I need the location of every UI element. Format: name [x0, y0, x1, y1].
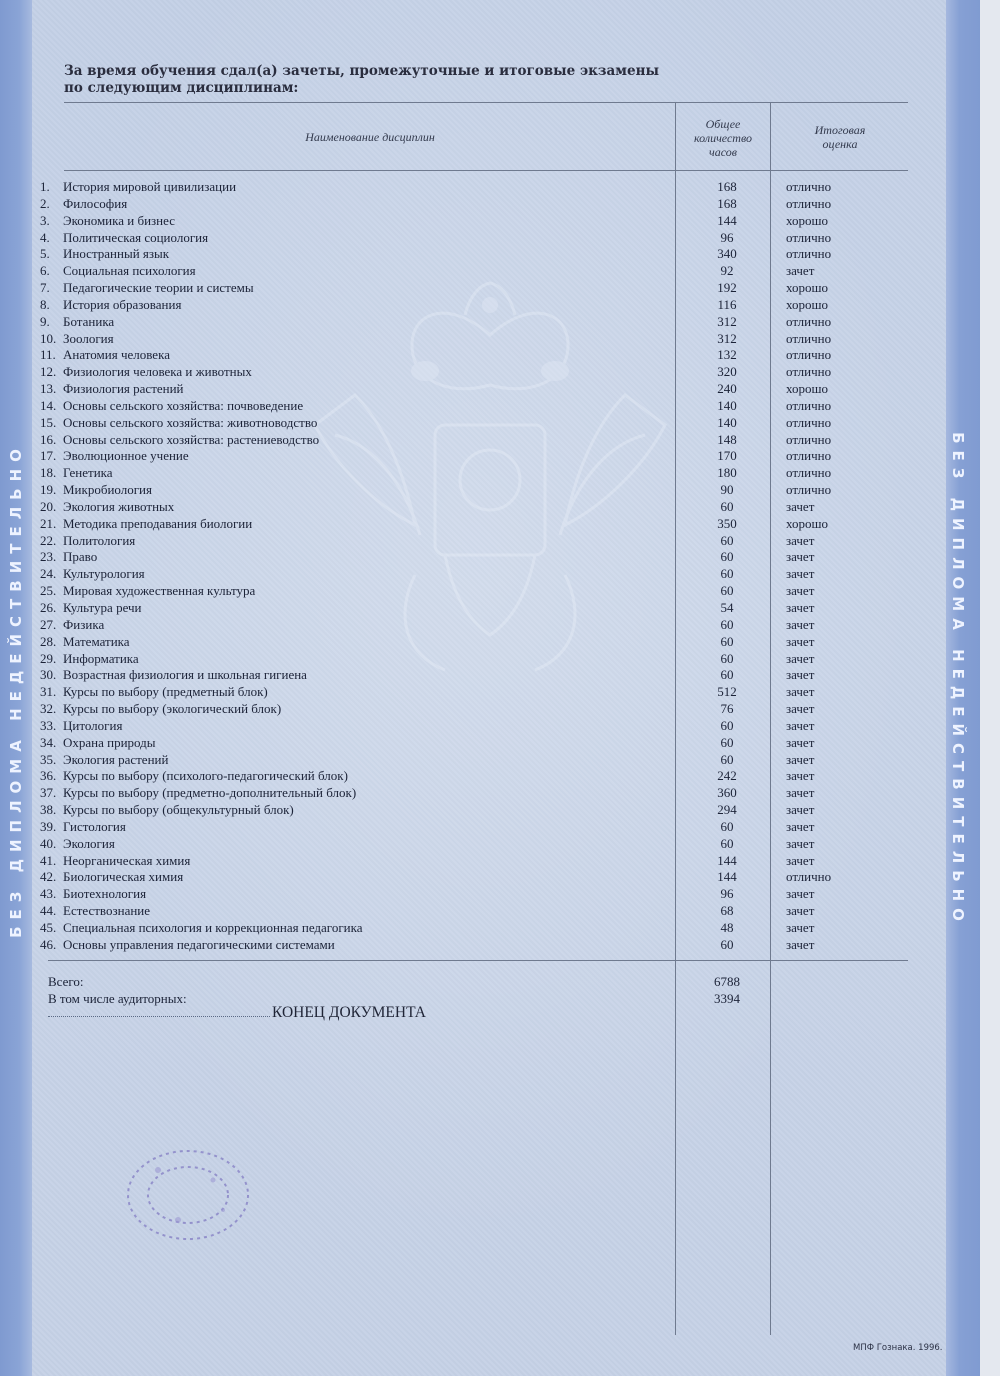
discipline-grade: зачет [786, 616, 815, 632]
discipline-name: Эволюционное учение [63, 448, 189, 464]
heading-line-1: За время обучения сдал(а) зачеты, промежуточные и итоговые экзамены [64, 63, 660, 79]
discipline-grade: зачет [786, 684, 815, 700]
discipline-name: Основы сельского хозяйства: животноводство [63, 414, 318, 430]
row-number: 13. [40, 381, 57, 397]
discipline-grade: зачет [786, 768, 815, 784]
discipline-grade: зачет [786, 818, 815, 834]
discipline-hours: 60 [720, 818, 734, 834]
row-number: 32. [40, 701, 57, 717]
discipline-name: Экономика и бизнес [63, 212, 176, 228]
stamp-imprint [118, 1140, 258, 1250]
discipline-name: Гистология [63, 818, 126, 834]
row-number: 9. [40, 313, 50, 329]
table-bottom-rule [48, 960, 908, 961]
row-number: 30. [40, 667, 57, 683]
table-row [0, 885, 1000, 902]
discipline-hours: 144 [717, 212, 737, 228]
discipline-hours: 60 [720, 532, 734, 548]
discipline-hours: 60 [720, 498, 734, 514]
discipline-grade: отлично [786, 364, 832, 380]
table-row [0, 666, 1000, 683]
discipline-grade: отлично [786, 414, 832, 430]
discipline-grade: зачет [786, 852, 815, 868]
discipline-hours: 312 [717, 330, 737, 346]
table-row [0, 717, 1000, 734]
discipline-name: Специальная психология и коррекционная педагогика [63, 919, 363, 935]
table-header-rule [64, 170, 908, 171]
discipline-hours: 60 [720, 616, 734, 632]
table-row [0, 818, 1000, 835]
table-row [0, 700, 1000, 717]
discipline-grade: отлично [786, 179, 832, 194]
discipline-name: Основы управления педагогическими системами [63, 936, 335, 952]
discipline-name: Курсы по выбору (предметно-дополнительный блок) [63, 785, 357, 801]
row-number: 37. [40, 785, 57, 801]
discipline-name: Основы сельского хозяйства: растениеводство [63, 431, 320, 447]
discipline-grade: зачет [786, 785, 815, 801]
discipline-grade: отлично [786, 465, 832, 481]
discipline-grade: отлично [786, 397, 832, 413]
discipline-name: Экология растений [63, 751, 169, 767]
discipline-name: Политология [63, 532, 136, 548]
discipline-grade: зачет [786, 835, 815, 851]
table-row [0, 734, 1000, 751]
discipline-hours: 170 [717, 448, 737, 464]
discipline-hours: 144 [717, 869, 737, 885]
discipline-hours: 180 [717, 465, 737, 481]
table-row [0, 599, 1000, 616]
table-row [0, 683, 1000, 700]
discipline-hours: 116 [717, 296, 737, 312]
document-heading [64, 63, 664, 97]
discipline-grade: отлично [786, 330, 832, 346]
row-number: 43. [40, 886, 57, 902]
table-row [0, 835, 1000, 852]
table-row [0, 279, 1000, 296]
discipline-name: Основы сельского хозяйства: почвоведение [63, 397, 304, 413]
discipline-hours: 132 [717, 347, 737, 363]
discipline-hours: 60 [720, 751, 734, 767]
discipline-name: Физиология растений [63, 381, 184, 397]
discipline-hours: 140 [717, 414, 737, 430]
table-row [0, 548, 1000, 565]
row-number: 28. [40, 633, 57, 649]
table-row [0, 751, 1000, 768]
table-top-rule [64, 102, 908, 103]
discipline-name: Возрастная физиология и школьная гигиена [63, 667, 307, 683]
discipline-hours: 242 [717, 768, 737, 784]
discipline-grade: хорошо [786, 212, 829, 228]
discipline-grade: зачет [786, 701, 815, 717]
discipline-name: Экология [63, 835, 115, 851]
discipline-grade: отлично [786, 869, 832, 885]
discipline-name: Информатика [63, 650, 139, 666]
discipline-name: Ботаника [63, 313, 115, 329]
table-row [0, 852, 1000, 869]
discipline-hours: 48 [720, 919, 734, 935]
row-number: 1. [40, 179, 50, 194]
table-row [0, 313, 1000, 330]
row-number: 42. [40, 869, 57, 885]
right-band-text: БЕЗ ДИПЛОМА НЕДЕЙСТВИТЕЛЬНО [949, 432, 967, 928]
discipline-name: Мировая художественная культура [63, 583, 256, 599]
table-row [0, 532, 1000, 549]
discipline-name: Социальная психология [63, 263, 196, 279]
discipline-hours: 240 [717, 381, 737, 397]
discipline-hours: 312 [717, 313, 737, 329]
row-number: 25. [40, 583, 57, 599]
discipline-hours: 148 [717, 431, 737, 447]
row-number: 2. [40, 195, 50, 211]
discipline-grade: хорошо [786, 280, 829, 296]
discipline-hours: 60 [720, 583, 734, 599]
discipline-grade: хорошо [786, 515, 829, 531]
row-number: 14. [40, 397, 57, 413]
row-number: 26. [40, 600, 57, 615]
total-value: 6788 [714, 974, 740, 989]
discipline-name: Политическая социология [63, 229, 209, 245]
table-row [0, 414, 1000, 431]
table-row [0, 330, 1000, 347]
row-number: 41. [40, 852, 57, 868]
discipline-name: Неорганическая химия [63, 852, 191, 868]
discipline-name: Биотехнология [63, 886, 147, 902]
table-row [0, 767, 1000, 784]
discipline-hours: 60 [720, 566, 734, 582]
table-row [0, 380, 1000, 397]
column-header-name: Наименование дисциплин [305, 130, 435, 144]
auditory-value: 3394 [714, 991, 740, 1006]
table-row [0, 498, 1000, 515]
discipline-grade: зачет [786, 903, 815, 919]
discipline-grade: зачет [786, 751, 815, 767]
row-number: 34. [40, 734, 57, 750]
discipline-name: Естествознание [63, 903, 151, 919]
discipline-name: Цитология [63, 717, 123, 733]
table-row [0, 801, 1000, 818]
discipline-name: Философия [63, 195, 128, 211]
table-row [0, 784, 1000, 801]
discipline-hours: 192 [717, 280, 737, 296]
discipline-hours: 60 [720, 667, 734, 683]
row-number: 24. [40, 566, 57, 582]
heading-line-2: по следующим дисциплинам: [64, 80, 299, 96]
discipline-grade: зачет [786, 633, 815, 649]
table-row [0, 212, 1000, 229]
row-number: 40. [40, 835, 57, 851]
discipline-grade: зачет [786, 532, 815, 548]
discipline-hours: 360 [717, 785, 737, 801]
discipline-name: Курсы по выбору (психолого-педагогический блок) [63, 768, 348, 784]
table-row [0, 296, 1000, 313]
row-number: 4. [40, 229, 50, 245]
discipline-grade: отлично [786, 195, 832, 211]
end-of-document: КОНЕЦ ДОКУМЕНТА [272, 1004, 426, 1021]
table-row [0, 616, 1000, 633]
row-number: 20. [40, 498, 57, 514]
discipline-hours: 60 [720, 650, 734, 666]
row-number: 15. [40, 414, 57, 430]
discipline-grade: хорошо [786, 381, 829, 397]
row-number: 8. [40, 296, 50, 312]
discipline-hours: 140 [717, 397, 737, 413]
table-row [0, 178, 1000, 195]
table-row [0, 515, 1000, 532]
discipline-hours: 54 [720, 600, 734, 615]
row-number: 19. [40, 482, 57, 498]
end-dotted-line [48, 1016, 270, 1017]
auditory-label: В том числе аудиторных: [48, 991, 187, 1006]
discipline-name: Методика преподавания биологии [63, 515, 253, 531]
row-number: 7. [40, 280, 50, 296]
discipline-grade: отлично [786, 431, 832, 447]
row-number: 23. [40, 549, 57, 565]
discipline-grade: отлично [786, 448, 832, 464]
discipline-hours: 340 [717, 246, 737, 262]
discipline-grade: зачет [786, 936, 815, 952]
table-row [0, 936, 1000, 953]
discipline-name: Культура речи [63, 600, 142, 615]
table-row [0, 229, 1000, 246]
discipline-hours: 60 [720, 734, 734, 750]
discipline-name: Математика [63, 633, 130, 649]
discipline-name: Экология животных [63, 498, 175, 514]
column-header-grade: Итоговая оценка [814, 123, 866, 151]
table-row [0, 195, 1000, 212]
discipline-name: Педагогические теории и системы [63, 280, 254, 296]
table-row [0, 346, 1000, 363]
table-row [0, 868, 1000, 885]
table-row [0, 919, 1000, 936]
discipline-grade: зачет [786, 549, 815, 565]
discipline-hours: 60 [720, 717, 734, 733]
discipline-name: История мировой цивилизации [63, 179, 237, 194]
discipline-grade: зачет [786, 566, 815, 582]
discipline-grade: зачет [786, 734, 815, 750]
table-row [0, 582, 1000, 599]
row-number: 16. [40, 431, 57, 447]
table-row [0, 363, 1000, 380]
row-number: 46. [40, 936, 57, 952]
discipline-hours: 168 [717, 195, 737, 211]
discipline-name: Физиология человека и животных [63, 364, 252, 380]
discipline-hours: 76 [720, 701, 734, 717]
row-number: 45. [40, 919, 57, 935]
row-number: 22. [40, 532, 57, 548]
row-number: 36. [40, 768, 57, 784]
row-number: 5. [40, 246, 50, 262]
discipline-hours: 92 [720, 263, 734, 279]
discipline-name: Зоология [63, 330, 114, 346]
discipline-hours: 60 [720, 633, 734, 649]
discipline-grade: отлично [786, 313, 832, 329]
discipline-hours: 96 [720, 886, 734, 902]
row-number: 27. [40, 616, 57, 632]
discipline-name: Курсы по выбору (экологический блок) [63, 701, 282, 717]
discipline-grade: зачет [786, 717, 815, 733]
discipline-grade: зачет [786, 919, 815, 935]
discipline-grade: отлично [786, 482, 832, 498]
row-number: 38. [40, 802, 57, 818]
discipline-grade: зачет [786, 650, 815, 666]
discipline-hours: 96 [720, 229, 734, 245]
discipline-grade: зачет [786, 886, 815, 902]
row-number: 6. [40, 263, 50, 279]
total-label: Всего: [48, 974, 84, 989]
column-header-hours: Общее количество часов [693, 117, 753, 159]
discipline-name: Микробиология [63, 482, 152, 498]
row-number: 17. [40, 448, 57, 464]
row-number: 12. [40, 364, 57, 380]
table-row [0, 902, 1000, 919]
discipline-hours: 320 [717, 364, 737, 380]
row-number: 29. [40, 650, 57, 666]
table-row [0, 464, 1000, 481]
discipline-name: Иностранный язык [63, 246, 170, 262]
discipline-name: История образования [63, 296, 182, 312]
discipline-name: Генетика [63, 465, 113, 481]
table-row [0, 397, 1000, 414]
printer-imprint: МПФ Гознака. 1996. [853, 1343, 943, 1353]
discipline-name: Курсы по выбору (общекультурный блок) [63, 802, 294, 818]
row-number: 11. [40, 347, 56, 363]
row-number: 35. [40, 751, 57, 767]
table-row [0, 481, 1000, 498]
discipline-hours: 294 [717, 802, 737, 818]
discipline-grade: зачет [786, 802, 815, 818]
discipline-name: Культурология [63, 566, 145, 582]
row-number: 10. [40, 330, 57, 346]
table-row [0, 650, 1000, 667]
discipline-grade: зачет [786, 583, 815, 599]
left-band-text: БЕЗ ДИПЛОМА НЕДЕЙСТВИТЕЛЬНО [7, 442, 25, 938]
discipline-hours: 144 [717, 852, 737, 868]
row-number: 33. [40, 717, 57, 733]
discipline-hours: 350 [717, 515, 737, 531]
row-number: 18. [40, 465, 57, 481]
table-row [0, 245, 1000, 262]
discipline-name: Право [63, 549, 98, 565]
table-row [0, 565, 1000, 582]
discipline-hours: 60 [720, 936, 734, 952]
discipline-hours: 68 [720, 903, 734, 919]
discipline-hours: 90 [720, 482, 734, 498]
table-row [0, 447, 1000, 464]
discipline-name: Анатомия человека [63, 347, 170, 363]
row-number: 21. [40, 515, 57, 531]
discipline-hours: 60 [720, 835, 734, 851]
discipline-grade: отлично [786, 229, 832, 245]
discipline-hours: 168 [717, 179, 737, 194]
discipline-grade: зачет [786, 498, 815, 514]
table-row [0, 262, 1000, 279]
discipline-grade: отлично [786, 347, 832, 363]
discipline-name: Физика [63, 616, 105, 632]
discipline-name: Биологическая химия [63, 869, 184, 885]
discipline-name: Охрана природы [63, 734, 156, 750]
discipline-name: Курсы по выбору (предметный блок) [63, 684, 268, 700]
discipline-grade: зачет [786, 600, 815, 615]
discipline-grade: зачет [786, 667, 815, 683]
discipline-grade: отлично [786, 246, 832, 262]
discipline-hours: 60 [720, 549, 734, 565]
table-row [0, 431, 1000, 448]
discipline-grade: хорошо [786, 296, 829, 312]
row-number: 31. [40, 684, 57, 700]
row-number: 44. [40, 903, 57, 919]
discipline-grade: зачет [786, 263, 815, 279]
row-number: 3. [40, 212, 50, 228]
discipline-hours: 512 [717, 684, 737, 700]
row-number: 39. [40, 818, 57, 834]
table-row [0, 633, 1000, 650]
